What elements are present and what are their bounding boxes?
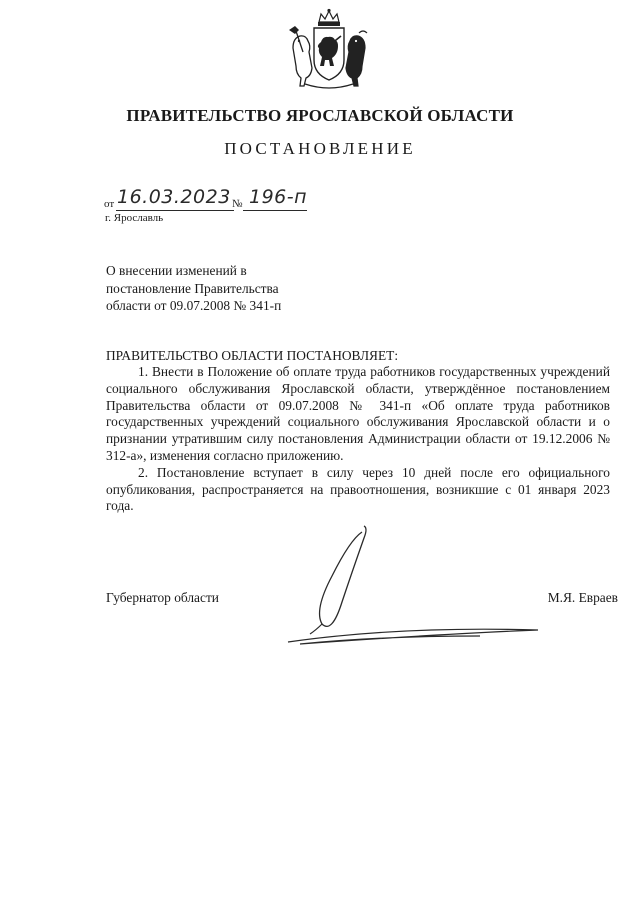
city: г. Ярославль xyxy=(105,212,164,224)
decree-paragraph: 1. Внести в Положение об оплате труда работников государственных учреждений социального обслуживания Ярославской области, утверждённое постановлением Правительства области от 09.07.2008 № 341-п «Об оплате труда работников государственных учреждений социального обслуживания Ярославской области и о признании утратившим силу постановления Администрации области от 19.12.2006 № 312-а», изменения согласно приложению. xyxy=(106,364,610,463)
signatory-position: Губернатор области xyxy=(106,590,219,605)
number-underline xyxy=(243,210,307,211)
subject-line: О внесении изменений в xyxy=(106,263,247,278)
date-underline xyxy=(116,210,234,211)
document-type: ПОСТАНОВЛЕНИЕ xyxy=(224,139,416,158)
decree-paragraph: 2. Постановление вступает в силу через 10 дней после его официального опубликования, распространяется на правоотношения, возникшие с 01 января 2023 года. xyxy=(106,464,610,514)
document-date: 16.03.2023 xyxy=(117,186,231,208)
handwritten-signature xyxy=(280,510,540,650)
number-prefix: № xyxy=(232,198,243,210)
subject-line: области от 09.07.2008 № 341-п xyxy=(106,298,282,313)
subject-line: постановление Правительства xyxy=(106,280,279,296)
government-title: ПРАВИТЕЛЬСТВО ЯРОСЛАВСКОЙ ОБЛАСТИ xyxy=(126,106,514,125)
date-number-line xyxy=(104,186,334,214)
subject-block xyxy=(106,262,281,315)
yaroslavl-coat-of-arms-icon xyxy=(281,8,377,92)
document-number: 196-п xyxy=(249,186,308,208)
signatory-name: М.Я. Евраев xyxy=(547,590,618,605)
decree-heading: ПРАВИТЕЛЬСТВО ОБЛАСТИ ПОСТАНОВЛЯЕТ: xyxy=(106,348,399,363)
decree-body xyxy=(106,364,610,515)
date-prefix: от xyxy=(104,198,115,210)
